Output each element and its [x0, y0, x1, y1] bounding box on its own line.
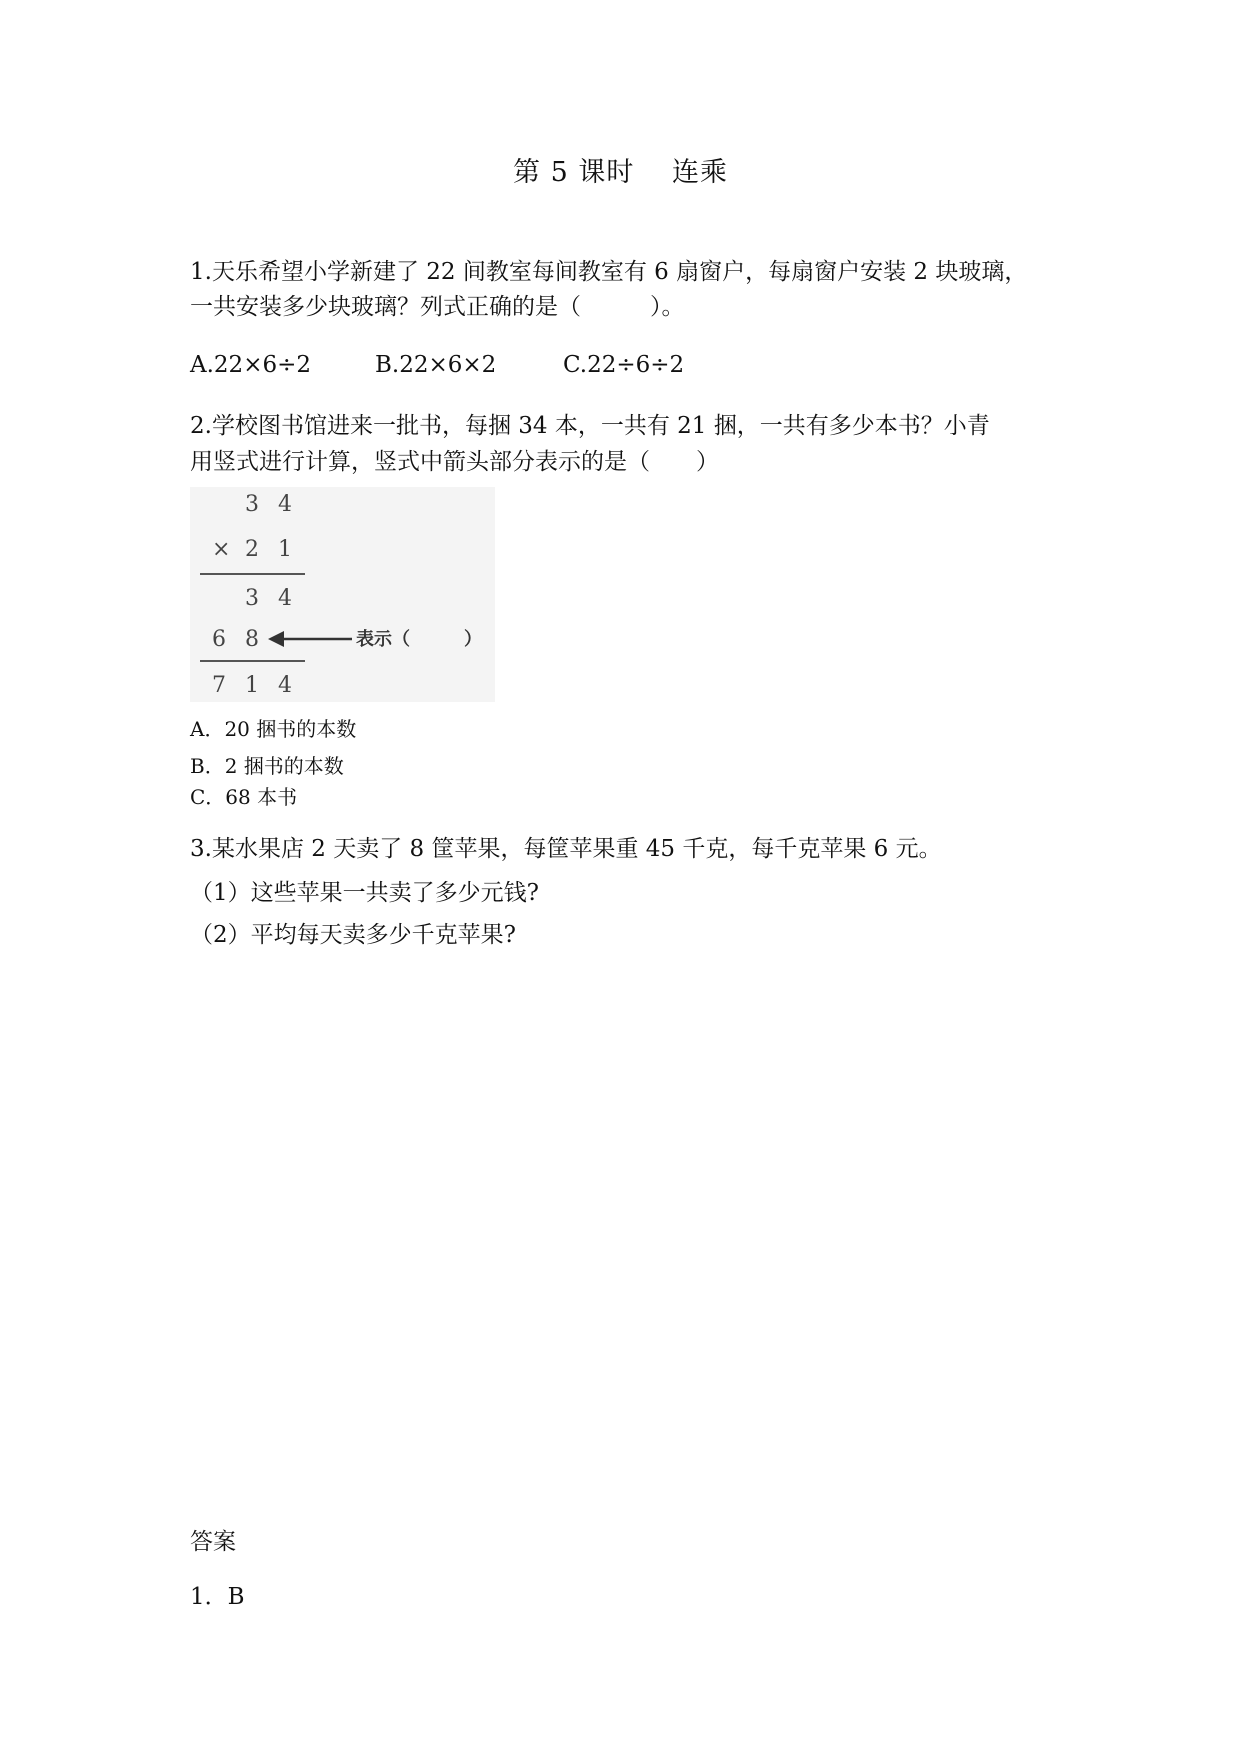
figure-row5-digit1: 7: [212, 673, 226, 698]
question-2-option-b: B．2 捆书的本数: [190, 754, 344, 778]
figure-row2-digit1: 2: [245, 537, 259, 562]
figure-row3-digit1: 3: [245, 586, 259, 611]
question-2-line-2: 用竖式进行计算，竖式中箭头部分表示的是（ ）: [190, 449, 719, 475]
figure-multiply-sign: ×: [212, 537, 231, 562]
page-title: 第 5 课时 连乘: [513, 157, 728, 188]
question-3-sub-2: （2）平均每天卖多少千克苹果?: [190, 922, 516, 948]
figure-arrow-label: 表示（ ）: [356, 629, 482, 650]
question-2-option-c: C．68 本书: [190, 785, 298, 809]
figure-row1-digit2: 4: [278, 492, 292, 517]
figure-row4-digit2: 8: [245, 627, 259, 652]
question-1-option-a: A.22×6÷2: [190, 352, 311, 378]
question-2-line-1: 2.学校图书馆进来一批书，每捆 34 本，一共有 21 捆，一共有多少本书？小青: [190, 413, 990, 439]
arrow-icon: [268, 631, 352, 647]
question-3-line-1: 3.某水果店 2 天卖了 8 筐苹果，每筐苹果重 45 千克，每千克苹果 6 元。: [190, 836, 942, 862]
figure-row5-digit3: 4: [278, 673, 292, 698]
figure-row2-digit2: 1: [278, 537, 292, 562]
answer-heading: 答案: [190, 1529, 236, 1555]
figure-row1-digit1: 3: [245, 492, 259, 517]
question-1-option-c: C.22÷6÷2: [563, 352, 685, 378]
question-1-option-b: B.22×6×2: [375, 352, 497, 378]
vertical-multiplication-figure: [190, 487, 495, 702]
question-2-option-a: A．20 捆书的本数: [190, 717, 357, 741]
figure-row5-digit2: 1: [245, 673, 259, 698]
figure-row3-digit2: 4: [278, 586, 292, 611]
question-3-sub-1: （1）这些苹果一共卖了多少元钱?: [190, 880, 539, 906]
question-1-line-2: 一共安装多少块玻璃？列式正确的是（ ）。: [190, 294, 685, 320]
figure-row4-digit1: 6: [212, 627, 226, 652]
question-1-line-1: 1.天乐希望小学新建了 22 间教室每间教室有 6 扇窗户，每扇窗户安装 2 块玻璃，: [190, 259, 1028, 285]
answer-1: 1．B: [190, 1584, 245, 1610]
